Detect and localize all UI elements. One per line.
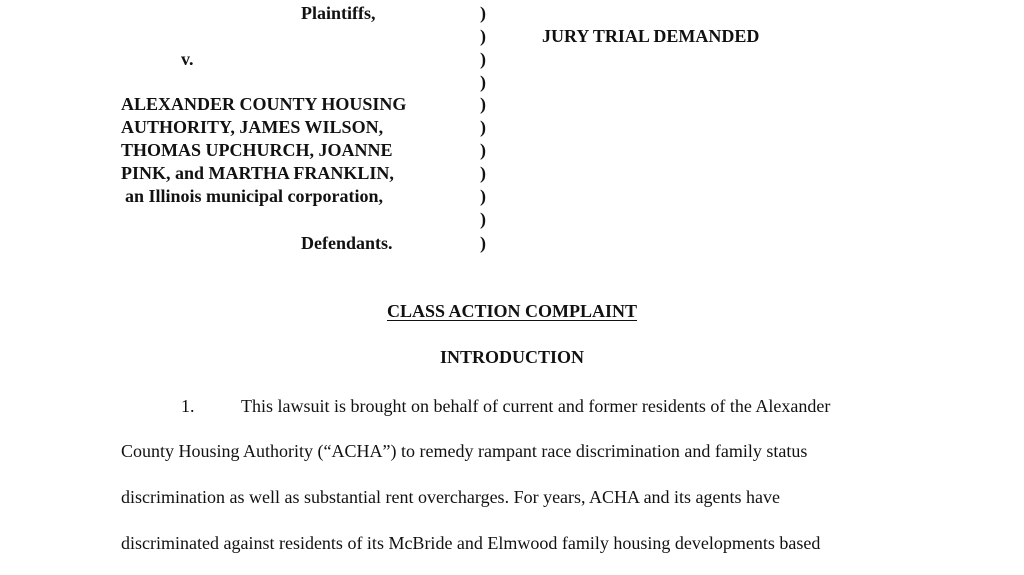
defendant-name-line: PINK, and MARTHA FRANKLIN, xyxy=(121,163,394,183)
versus-label: v. xyxy=(181,49,194,69)
defendant-name-line: ALEXANDER COUNTY HOUSING xyxy=(121,94,407,114)
caption-paren: ) xyxy=(480,186,486,206)
caption-paren: ) xyxy=(480,163,486,183)
paragraph-line: This lawsuit is brought on behalf of current and former residents of the Alexander xyxy=(241,396,831,416)
jury-trial-demand: JURY TRIAL DEMANDED xyxy=(542,26,760,46)
caption-paren: ) xyxy=(480,49,486,69)
paragraph-line: discrimination as well as substantial rent overcharges. For years, ACHA and its agents have xyxy=(121,487,781,507)
caption-paren: ) xyxy=(480,209,486,229)
caption-paren: ) xyxy=(480,233,486,253)
caption-paren: ) xyxy=(480,94,486,114)
defendant-name-line: an Illinois municipal corporation, xyxy=(125,186,384,206)
plaintiffs-label: Plaintiffs, xyxy=(301,3,376,23)
caption-paren: ) xyxy=(480,26,486,46)
paragraph-line: discriminated against residents of its McBride and Elmwood family housing developments based xyxy=(121,533,821,553)
paragraph-line: County Housing Authority (“ACHA”) to remedy rampant race discrimination and family status xyxy=(121,441,808,461)
document-title: CLASS ACTION COMPLAINT xyxy=(386,301,638,321)
caption-paren: ) xyxy=(480,140,486,160)
caption-paren: ) xyxy=(480,3,486,23)
defendants-label: Defendants. xyxy=(301,233,393,253)
caption-paren: ) xyxy=(480,117,486,137)
defendant-name-line: THOMAS UPCHURCH, JOANNE xyxy=(121,140,393,160)
caption-paren: ) xyxy=(480,72,486,92)
paragraph-number: 1. xyxy=(181,396,195,416)
section-heading: INTRODUCTION xyxy=(439,347,585,367)
defendant-name-line: AUTHORITY, JAMES WILSON, xyxy=(121,117,384,137)
